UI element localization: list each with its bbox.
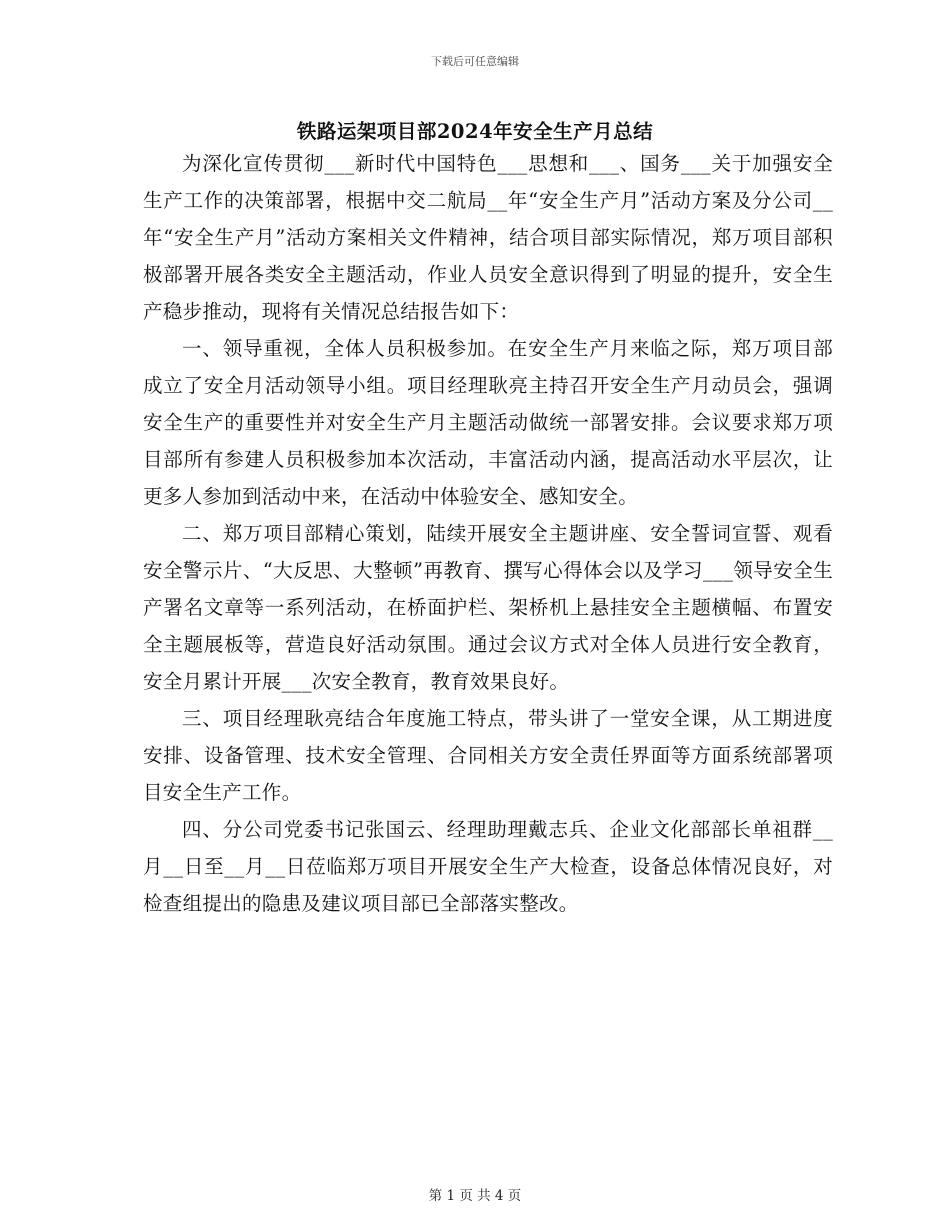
- paragraph-section-4: 四、分公司党委书记张国云、经理助理戴志兵、企业文化部部长单祖群__月__日至__月__日莅临郑万项目开展安全生产大检查，设备总体情况良好，对检查组提出的隐患及建议项目部已全部落实整改。: [143, 818, 833, 915]
- paragraph-intro: 为深化宣传贯彻___新时代中国特色___思想和___、国务___关于加强安全生产工作的决策部署，根据中交二航局__年“安全生产月”活动方案及分公司__年“安全生产月”活动方案相关文件精神，结合项目部实际情况，郑万项目部积极部署开展各类安全主题活动，作业人员安全意识得到了明显的提升，安全生产稳步推动，现将有关情况总结报告如下：: [143, 152, 833, 323]
- paragraph-section-1: 一、领导重视，全体人员积极参加。在安全生产月来临之际，郑万项目部成立了安全月活动领导小组。项目经理耿亮主持召开安全生产月动员会，强调安全生产的重要性并对安全生产月主题活动做统一部署安排。会议要求郑万项目部所有参建人员积极参加本次活动，丰富活动内涵，提高活动水平层次，让更多人参加到活动中来，在活动中体验安全、感知安全。: [143, 337, 833, 508]
- paragraph-section-2: 二、郑万项目部精心策划，陆续开展安全主题讲座、安全誓词宣誓、观看安全警示片、“大反思、大整顿”再教育、撰写心得体会以及学习___领导安全生产署名文章等一系列活动，在桥面护栏、架桥机上悬挂安全主题横幅、布置安全主题展板等，营造良好活动氛围。通过会议方式对全体人员进行安全教育，安全月累计开展___次安全教育，教育效果良好。: [143, 522, 833, 693]
- document-title: 铁路运架项目部2024年安全生产月总结: [296, 120, 654, 143]
- page-number: 第 1 页 共 4 页: [428, 1188, 522, 1204]
- paragraph-section-3: 三、项目经理耿亮结合年度施工特点，带头讲了一堂安全课，从工期进度安排、设备管理、技术安全管理、合同相关方安全责任界面等方面系统部署项目安全生产工作。: [143, 707, 833, 804]
- document-body: [143, 145, 833, 922]
- page-header-note: 下载后可任意编辑: [431, 55, 519, 68]
